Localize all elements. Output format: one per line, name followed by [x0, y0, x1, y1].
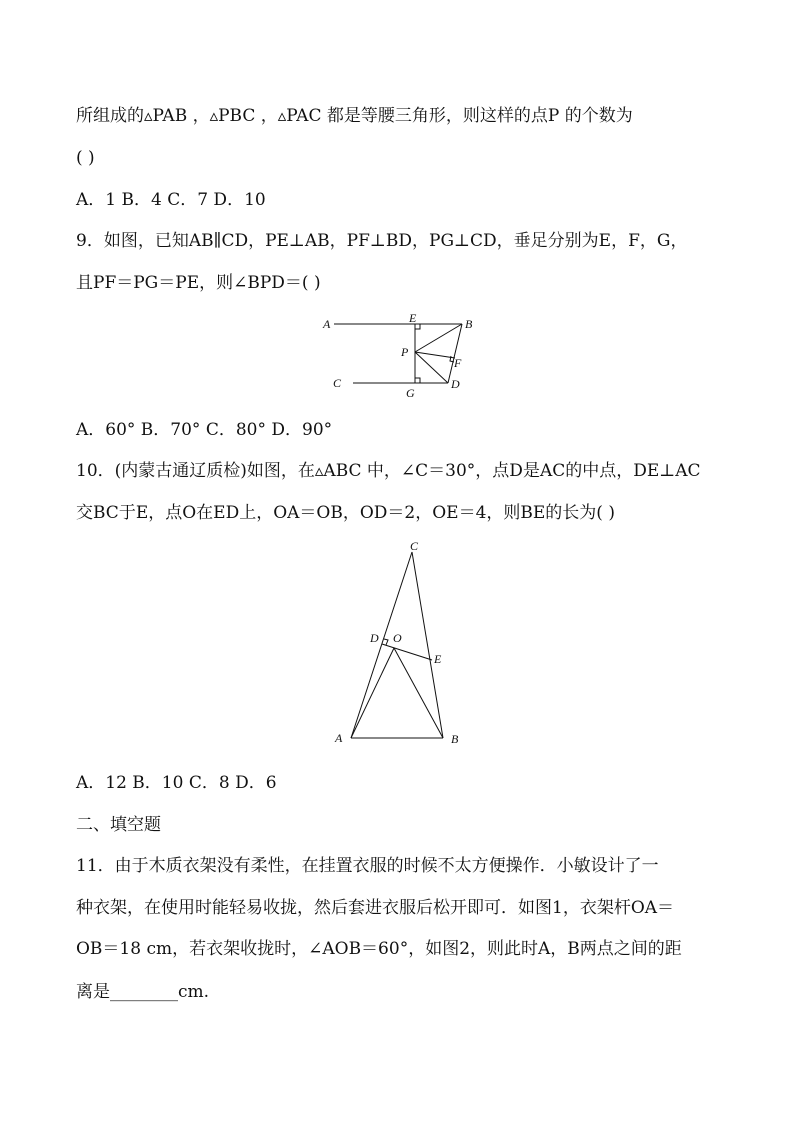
answer-options-q8: A．1 B．4 C．7 D．10: [76, 190, 266, 210]
question-text-line-1: 所组成的▵PAB ，▵PBC ，▵PAC 都是等腰三角形，则这样的点P 的个数为: [76, 106, 633, 126]
label-E: E: [409, 314, 417, 325]
label-D: D: [370, 631, 379, 645]
label-C: C: [410, 539, 419, 553]
label-E: E: [434, 652, 442, 666]
section-heading-fill-in: 二、填空题: [76, 815, 161, 835]
question-text-line-2: ( ): [76, 148, 95, 168]
question-10-line-1: 10．(内蒙古通辽质检)如图，在▵ABC 中，∠C＝30°，点D是AC的中点，DE⊥AC: [76, 461, 701, 481]
label-A: A: [335, 731, 343, 745]
figure-9-diagram: [315, 314, 480, 400]
question-10-line-2: 交BC于E，点O在ED上，OA＝OB，OD＝2，OE＝4，则BE的长为( ): [76, 503, 615, 523]
label-B: B: [465, 317, 473, 331]
label-F: F: [454, 356, 462, 370]
label-A: A: [323, 317, 331, 331]
question-11-line-4: 离是________cm.: [76, 982, 210, 1002]
label-C: C: [333, 376, 342, 390]
question-9-line-2: 且PF＝PG＝PE，则∠BPD＝( ): [76, 273, 321, 293]
label-G: G: [406, 386, 415, 400]
question-11-line-1: 11．由于木质衣架没有柔性，在挂置衣服的时候不太方便操作．小敏设计了一: [76, 856, 659, 876]
question-9-line-1: 9．如图，已知AB∥CD，PE⊥AB，PF⊥BD，PG⊥CD，垂足分别为E，F，G，: [76, 231, 688, 251]
answer-options-q10: A．12 B．10 C．8 D．6: [76, 773, 277, 793]
label-P: P: [401, 345, 409, 359]
label-D: D: [451, 377, 460, 391]
question-11-line-2: 种衣架，在使用时能轻易收拢，然后套进衣服后松开即可．如图1，衣架杆OA＝: [76, 898, 675, 918]
label-O: O: [393, 631, 402, 645]
question-11-line-3: OB＝18 cm，若衣架收拢时，∠AOB＝60°，如图2，则此时A，B两点之间的距: [76, 939, 682, 959]
answer-options-q9: A．60° B．70° C．80° D．90°: [76, 420, 333, 440]
label-B: B: [451, 732, 459, 746]
figure-10-diagram: [325, 538, 470, 750]
